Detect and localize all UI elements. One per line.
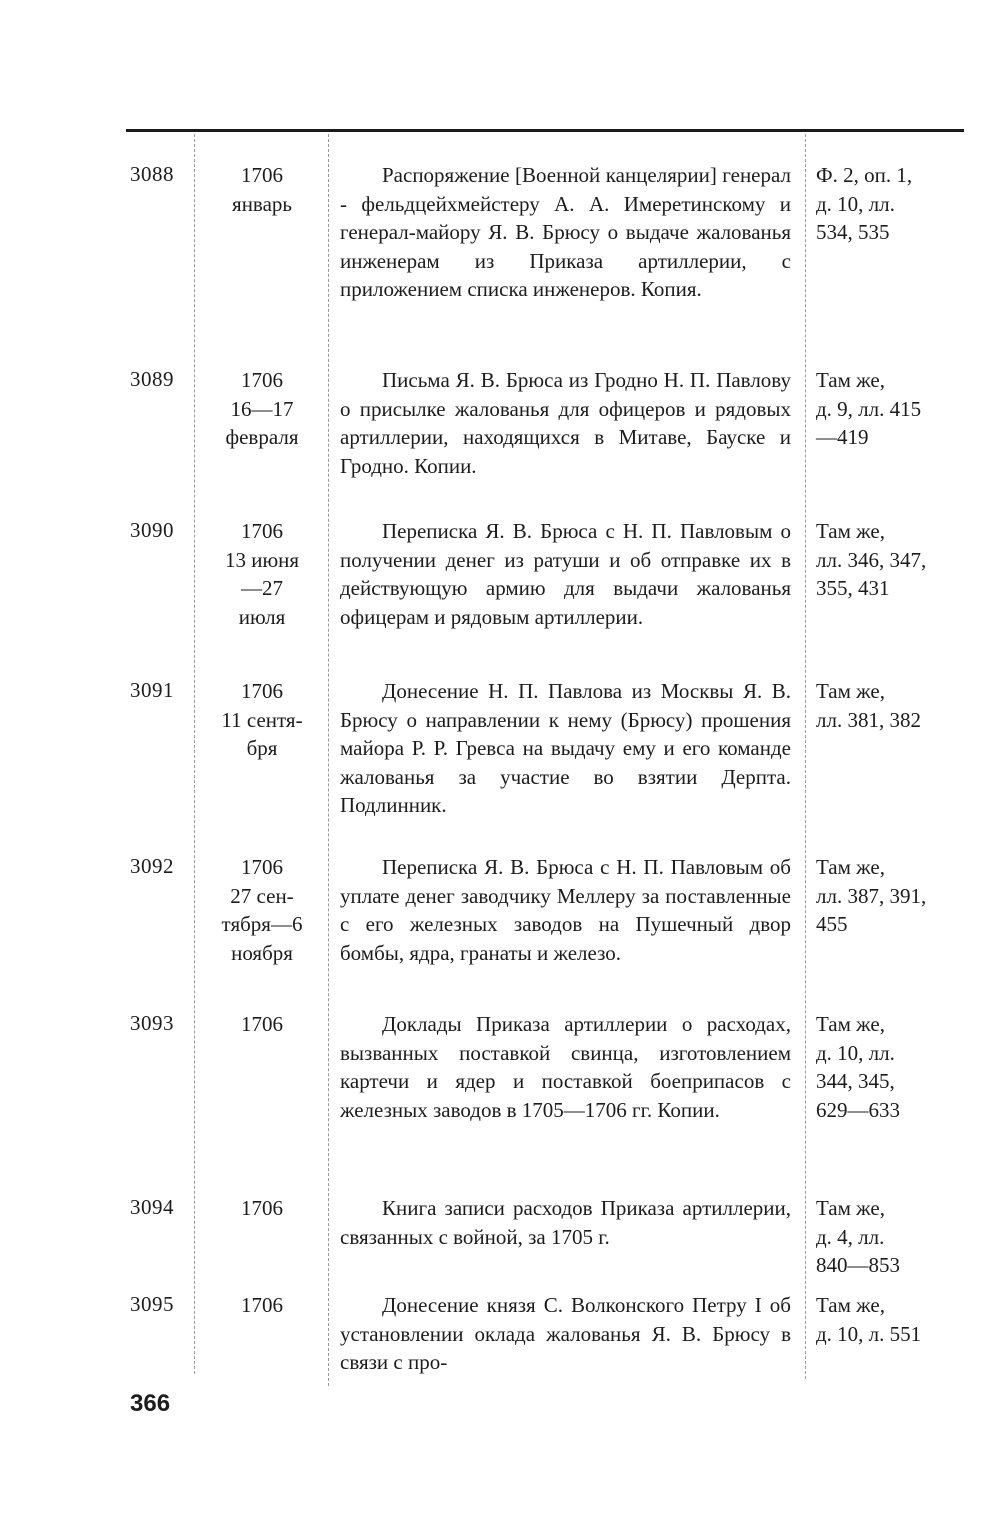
- entry-reference-line: лл. 381, 382: [816, 707, 921, 732]
- entry-reference-line: 455: [816, 912, 848, 936]
- entry-date-line: 1706: [241, 1196, 283, 1220]
- entry-date-line: июля: [238, 604, 286, 629]
- entry-date: [200, 677, 324, 763]
- entry-date: [200, 517, 324, 631]
- entry-reference-line: 355, 431: [816, 576, 890, 600]
- entry-description: Письма Я. В. Брюса из Гродно Н. П. Павлову о присылке жалованья для офицеров и рядовых артиллерии, находящихся в Митаве, Бауске и Гродно. Копии.: [340, 368, 791, 478]
- entry-date: [200, 1010, 324, 1039]
- entry-description: Распоряжение [Военной канцелярии] генерал - фельдцейхмейстеру А. А. Имеретинскому и генерал-майору Я. В. Брюсу о выдаче жалованья инженерам из Приказа артиллерии, с приложением списка инженеров. Копия.: [340, 163, 791, 301]
- entry-reference-line: д. 10, лл.: [816, 1040, 895, 1065]
- entry-date: [200, 1291, 324, 1320]
- entry-date-line: 11 сентя-: [221, 707, 303, 732]
- entry-reference-line: Там же,: [816, 679, 885, 703]
- entry-date: [200, 161, 324, 218]
- entry-description: Доклады Приказа артиллерии о расходах, вызванных поставкой свинца, изготовлением картечи и ядер и поставкой боеприпасов с железных заводов в 1705—1706 гг. Копии.: [340, 1012, 791, 1122]
- entry-reference: [816, 366, 966, 452]
- entry-date-line: 16—17: [230, 396, 294, 421]
- entry-description: Переписка Я. В. Брюса с Н. П. Павловым о получении денег из ратуши и об отправке их в действующую армию для выдачи жалованья офицерам и рядовым артиллерии.: [340, 519, 791, 629]
- entry-reference: [816, 1291, 966, 1348]
- entry-reference-line: 629—633: [816, 1097, 900, 1122]
- entry-reference-line: д. 9, лл. 415: [816, 396, 922, 421]
- entry-date-line: 1706: [241, 1293, 283, 1317]
- entry-reference-line: Там же,: [816, 519, 885, 543]
- entry-reference-line: Там же,: [816, 1012, 885, 1036]
- entry-date-line: 1706: [241, 679, 283, 703]
- column-divider-number: [194, 134, 195, 1374]
- entry-date-line: тября—6: [221, 912, 303, 936]
- entry-reference-line: Там же,: [816, 855, 885, 879]
- entry-number: 3094: [130, 1195, 174, 1219]
- entry-description: Книга записи расходов Приказа артиллерии, связанных с войной, за 1705 г.: [340, 1196, 791, 1249]
- entry-description: Донесение Н. П. Павлова из Москвы Я. В. Брюсу о направлении к нему (Брюсу) прошения майора Р. Р. Гревса на выдачу ему и его команде жалованья за участие во взятии Дерпта. Подлинник.: [340, 679, 791, 817]
- entry-reference-line: Там же,: [816, 368, 885, 392]
- entry-date-line: 1706: [241, 855, 283, 879]
- entry-number: 3090: [130, 518, 174, 542]
- entry-reference-line: Там же,: [816, 1293, 885, 1317]
- entry-reference-line: Там же,: [816, 1196, 885, 1220]
- entry-description: Донесение князя С. Волконского Петру I об установлении оклада жалованья Я. В. Брюсу в связи с про-: [340, 1293, 791, 1374]
- entry-reference: [816, 853, 966, 939]
- top-rule: [126, 129, 964, 132]
- entry-date-line: 1706: [241, 1012, 283, 1036]
- entry-date-line: 1706: [241, 519, 283, 543]
- entry-date: [200, 1194, 324, 1223]
- entry-date: [200, 853, 324, 967]
- entry-date-line: 27 сен-: [230, 883, 294, 908]
- entry-date-line: 1706: [241, 368, 283, 392]
- entry-reference: [816, 677, 966, 734]
- entry-reference-line: 534, 535: [816, 220, 890, 244]
- entry-reference: [816, 1194, 966, 1280]
- entry-reference-line: 344, 345,: [816, 1069, 895, 1093]
- entry-number: 3093: [130, 1011, 174, 1035]
- entry-reference: [816, 1010, 966, 1124]
- entry-reference-line: лл. 346, 347,: [816, 547, 927, 572]
- entry-number: 3092: [130, 854, 174, 878]
- entry-description: Переписка Я. В. Брюса с Н. П. Павловым об уплате денег заводчику Меллеру за поставленные с его железных заводов на Пушечный двор бомбы, ядра, гранаты и железо.: [340, 855, 791, 965]
- entry-reference-line: д. 4, лл.: [816, 1224, 885, 1249]
- entry-date-line: 13 июня: [224, 547, 300, 572]
- entry-number: 3095: [130, 1292, 174, 1316]
- entry-reference: [816, 161, 966, 247]
- entry-date-line: бря: [246, 736, 278, 760]
- column-divider-description: [805, 134, 806, 1379]
- entry-number: 3091: [130, 678, 174, 702]
- entry-reference-line: д. 10, л. 551: [816, 1321, 922, 1346]
- entry-reference: [816, 517, 966, 603]
- column-divider-date: [328, 134, 329, 1386]
- entry-date: [200, 366, 324, 452]
- entry-number: 3089: [130, 367, 174, 391]
- entry-reference-line: д. 10, лл.: [816, 191, 895, 216]
- entry-reference-line: 840—853: [816, 1253, 900, 1277]
- entry-date-line: февраля: [225, 425, 299, 449]
- entry-date-line: ноября: [231, 940, 293, 965]
- entry-date-line: —27: [241, 576, 283, 600]
- entry-date-line: январь: [232, 191, 292, 216]
- page-number: 366: [130, 1390, 171, 1417]
- entry-reference-line: —419: [816, 425, 869, 449]
- entry-reference-line: лл. 387, 391,: [816, 883, 927, 908]
- entry-reference-line: Ф. 2, оп. 1,: [816, 163, 913, 187]
- entry-date-line: 1706: [241, 163, 283, 187]
- entry-number: 3088: [130, 162, 174, 186]
